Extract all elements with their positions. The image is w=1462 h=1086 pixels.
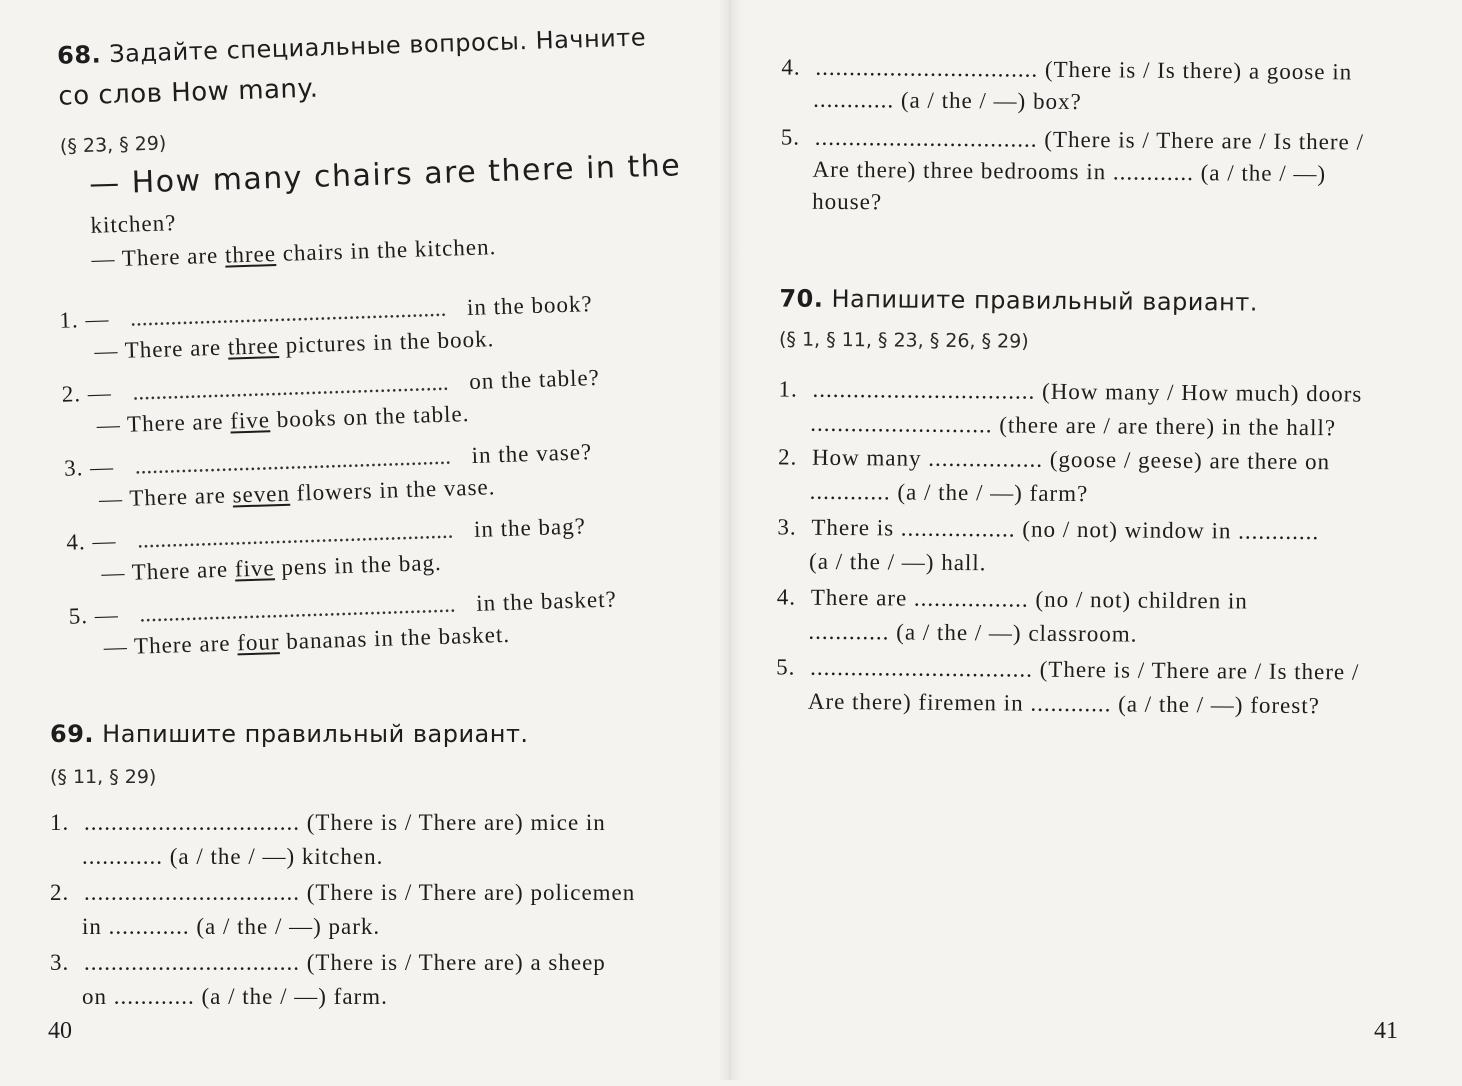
exercise-69-item-3-cont: on ............ (a / the / —) farm. <box>82 984 388 1009</box>
page-right-content <box>721 0 1462 1086</box>
exercise-69-title: 69. Напишите правильный вариант. <box>50 720 529 748</box>
exercise-70-item-1-cont: ........................... (there are / are there) in the hall? <box>810 410 1337 441</box>
exercise-68-answer-1: — There are three pictures in the book. <box>94 326 495 364</box>
right-item-5-cont: Are there) three bedrooms in ............ (a / the / —) <box>812 156 1327 187</box>
exercise-68 <box>50 0 710 680</box>
exercise-68-answer-4: — There are five pens in the bag. <box>101 549 443 586</box>
section-references: (§ 11, § 29) <box>50 766 157 788</box>
section-references: (§ 1, § 11, § 23, § 26, § 29) <box>778 328 1029 353</box>
right-item-4: 4. ................................. (There is / Is there) a goose in <box>781 54 1353 85</box>
right-item-4-cont: ............ (a / the / —) box? <box>813 86 1082 115</box>
exercise-70-item-3: 3. There is ................. (no / not) window in ............ <box>777 514 1320 545</box>
exercise-68-answer-2: — There are five books on the table. <box>96 401 470 438</box>
exercise-69-item-1: 1. ................................ (There is / There are) mice in <box>50 810 606 835</box>
exercise-68-title <box>57 23 647 69</box>
exercise-69-item-2: 2. ................................ (There is / There are) policemen <box>50 880 636 905</box>
page-number: 40 <box>48 1018 72 1044</box>
example-question-cont: kitchen? <box>90 210 177 238</box>
exercise-title-line: Задайте специальные вопросы. Начните <box>108 23 647 69</box>
section-references: (§ 23, § 29) <box>59 132 167 158</box>
exercise-70-item-2: 2. How many ................. (goose / geese) are there on <box>777 444 1331 475</box>
exercise-69-item-1-cont: ............ (a / the / —) kitchen. <box>82 844 384 869</box>
page-number: 41 <box>1374 1018 1398 1044</box>
exercise-68-answer-5: — There are four bananas in the basket. <box>103 621 511 660</box>
exercise-68-item-4: 4. — ....................................................... in the bag? <box>66 513 587 555</box>
exercise-68-item-5: 5. — ....................................................... in the basket? <box>68 586 618 629</box>
page-left <box>0 0 730 1080</box>
exercise-68-item-2: 2. — ....................................................... on the table? <box>61 364 601 407</box>
exercise-68-item-3: 3. — ....................................................... in the vase? <box>63 439 593 481</box>
right-item-5-cont2: house? <box>812 188 883 215</box>
exercise-70-title: 70. Напишите правильный вариант. <box>779 284 1259 317</box>
exercise-69-item-2-cont: in ............ (a / the / —) park. <box>82 914 381 939</box>
exercise-number: 68. <box>56 40 102 70</box>
exercise-70-item-3-cont: (a / the / —) hall. <box>808 548 987 576</box>
exercise-68-answer-3: — There are seven flowers in the vase. <box>98 474 496 512</box>
exercise-70-item-4-cont: ............ (a / the / —) classroom. <box>808 618 1138 647</box>
exercise-68-item-1: 1. — ....................................................... in the book? <box>59 291 594 333</box>
page-right <box>730 0 1462 1080</box>
exercise-title-line: со слов How many. <box>57 73 319 112</box>
right-item-5: 5. ................................. (There is / There are / Is there / <box>780 124 1365 155</box>
exercise-70-item-4: 4. There are ................. (no / not) children in <box>776 584 1248 614</box>
example-question: — How many chairs are there in the <box>88 148 682 202</box>
example-answer: — There are three chairs in the kitchen. <box>91 234 497 272</box>
exercise-69-item-3: 3. ................................ (There is / There are) a sheep <box>50 950 606 975</box>
exercise-70-item-5: 5. ................................. (There is / There are / Is there / <box>776 654 1360 685</box>
exercise-70-item-1: 1. ................................. (How many / How much) doors <box>778 376 1363 407</box>
exercise-70-item-2-cont: ............ (a / the / —) farm? <box>809 478 1089 507</box>
exercise-70-item-5-cont: Are there) firemen in ............ (a / the / —) forest? <box>807 688 1320 719</box>
